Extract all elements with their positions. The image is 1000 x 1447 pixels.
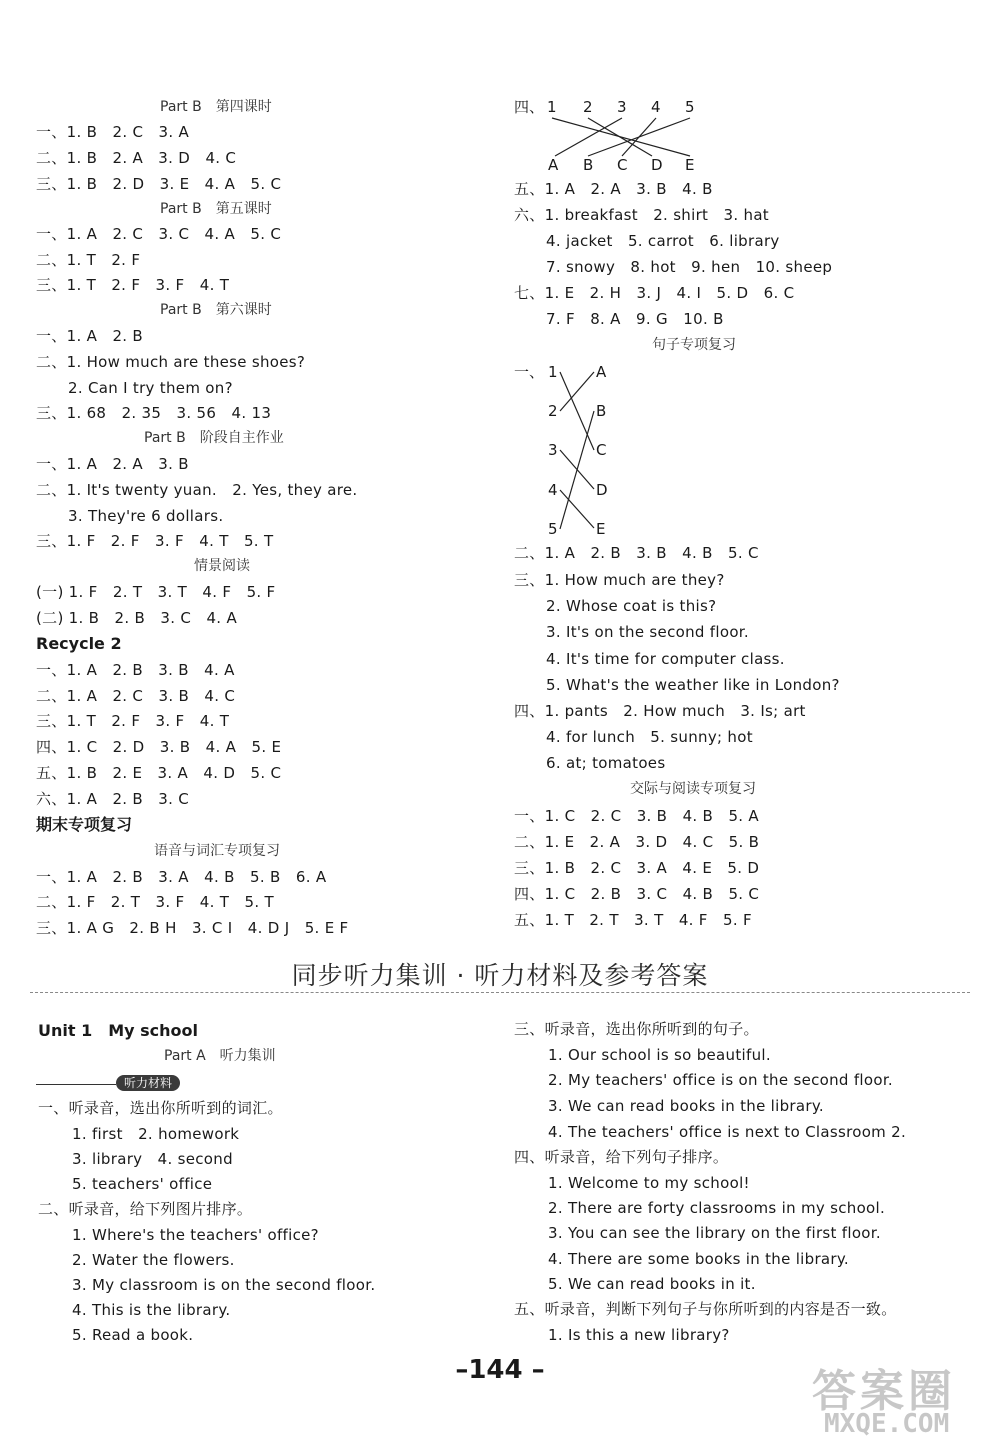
match-number: 5 [548, 520, 558, 538]
page-number: –144 – [455, 1355, 545, 1385]
match-letter: E [685, 156, 695, 174]
answer-line: 4. for lunch 5. sunny; hot [546, 728, 753, 746]
answer-line: 三、1. F 2. F 3. F 4. T 5. T [36, 532, 274, 550]
watermark-text: 答案圈 [812, 1366, 956, 1417]
answer-line: 4. jacket 5. carrot 6. library [546, 232, 780, 250]
match-line [560, 372, 594, 450]
unit-heading: Recycle 2 [36, 634, 122, 653]
answer-line: 1. Where's the teachers' office? [72, 1226, 319, 1244]
answer-line: 三、1. B 2. C 3. A 4. E 5. D [514, 859, 760, 877]
answer-line: 二、1. B 2. A 3. D 4. C [36, 149, 237, 167]
answer-line: 3. My classroom is on the second floor. [72, 1276, 376, 1294]
match-letter: A [548, 156, 559, 174]
match-letter: D [596, 481, 608, 499]
answer-line: 5. teachers' office [72, 1175, 213, 1193]
match-letter: D [651, 156, 663, 174]
watermark-logo [806, 1355, 996, 1445]
answer-line: (一) 1. F 2. T 3. T 4. F 5. F [36, 583, 276, 601]
match-number: 3 [548, 441, 558, 459]
match-line [588, 118, 690, 156]
answer-line: 二、1. F 2. T 3. F 4. T 5. T [36, 893, 274, 911]
answer-line: 三、1. A G 2. B H 3. C I 4. D J 5. E F [36, 919, 349, 937]
answer-line: 3. They're 6 dollars. [68, 507, 224, 525]
section-heading: Part B 第五课时 [160, 201, 272, 217]
tag-rule [36, 1084, 116, 1085]
answer-line: 三、1. 68 2. 35 3. 56 4. 13 [36, 404, 272, 422]
listening-material-tag [36, 1075, 196, 1093]
answer-line: 1. first 2. homework [72, 1125, 240, 1143]
answer-line: 五、1. B 2. E 3. A 4. D 5. C [36, 764, 282, 782]
answer-line: 三、1. T 2. F 3. F 4. T [36, 276, 230, 294]
answer-line: 4. There are some books in the library. [548, 1250, 849, 1268]
answer-line: 3. library 4. second [72, 1150, 233, 1168]
match-letter: E [596, 520, 606, 538]
tag-label: 听力材料 [116, 1075, 180, 1091]
answer-line: 7. F 8. A 9. G 10. B [546, 310, 724, 328]
match-number: 5 [685, 98, 695, 116]
answer-line: (二) 1. B 2. B 3. C 4. A [36, 609, 238, 627]
question-line: 四、听录音，给下列句子排序。 [514, 1148, 729, 1166]
answer-line: 二、1. A 2. C 3. B 4. C [36, 687, 236, 705]
match-number: 2 [583, 98, 593, 116]
answer-line: 六、1. breakfast 2. shirt 3. hat [514, 206, 769, 224]
answer-line: 2. My teachers' office is on the second floor. [548, 1071, 893, 1089]
match-number: 4 [548, 481, 558, 499]
section-heading: 交际与阅读专项复习 [630, 781, 756, 797]
unit-heading: Unit 1 My school [38, 1021, 199, 1040]
answer-line: 5. We can read books in it. [548, 1275, 756, 1293]
match-number: 1 [548, 363, 558, 381]
match-letter: C [617, 156, 628, 174]
section-heading: Part B 第四课时 [160, 99, 272, 115]
answer-line: 一、1. B 2. C 3. A [36, 123, 190, 141]
answer-line: 四、1. C 2. D 3. B 4. A 5. E [36, 738, 282, 756]
question-line: 一、听录音，选出你所听到的词汇。 [38, 1099, 283, 1117]
answer-line: 二、1. A 2. B 3. B 4. B 5. C [514, 544, 759, 562]
answer-line: 2. Water the flowers. [72, 1251, 235, 1269]
section-heading: Part A 听力集训 [164, 1048, 276, 1064]
divider [30, 992, 970, 993]
section-heading: 句子专项复习 [652, 337, 736, 353]
match-line [555, 118, 622, 156]
answer-line: 三、1. How much are they? [514, 571, 725, 589]
answer-line: 一、1. C 2. C 3. B 4. B 5. A [514, 807, 759, 825]
answer-line: 七、1. E 2. H 3. J 4. I 5. D 6. C [514, 284, 795, 302]
answer-line: 四、1. pants 2. How much 3. Is; art [514, 702, 806, 720]
match-line [560, 490, 594, 528]
answer-line: 4. The teachers' office is next to Classroom 2. [548, 1123, 907, 1141]
question-line: 三、听录音，选出你所听到的句子。 [514, 1020, 759, 1038]
answer-line: 1. Welcome to my school! [548, 1174, 750, 1192]
match-line [560, 372, 594, 411]
match-line [560, 411, 594, 529]
answer-line: 二、1. It's twenty yuan. 2. Yes, they are. [36, 481, 358, 499]
answer-line: 三、1. B 2. D 3. E 4. A 5. C [36, 175, 282, 193]
answer-line: 4. This is the library. [72, 1301, 231, 1319]
answer-line: 一、1. A 2. C 3. C 4. A 5. C [36, 225, 282, 243]
answer-line: 六、1. A 2. B 3. C [36, 790, 190, 808]
answer-line: 五、1. A 2. A 3. B 4. B [514, 180, 713, 198]
answer-line: 2. Can I try them on? [68, 379, 233, 397]
question-number: 四、 [514, 98, 545, 116]
match-line [588, 118, 652, 156]
unit-heading: 期末专项复习 [36, 815, 133, 834]
question-line: 五、听录音，判断下列句子与你所听到的内容是否一致。 [514, 1300, 897, 1318]
answer-line: 一、1. A 2. B 3. A 4. B 5. B 6. A [36, 868, 327, 886]
answer-line: 5. Read a book. [72, 1326, 194, 1344]
answer-line: 7. snowy 8. hot 9. hen 10. sheep [546, 258, 833, 276]
match-letter: B [596, 402, 607, 420]
section-heading: 情景阅读 [194, 558, 250, 574]
match-number: 3 [617, 98, 627, 116]
answer-line: 一、1. A 2. B [36, 327, 144, 345]
answer-line: 2. Whose coat is this? [546, 597, 717, 615]
answer-line: 二、1. E 2. A 3. D 4. C 5. B [514, 833, 760, 851]
watermark-url: MXQE.COM [824, 1409, 950, 1439]
answer-line: 一、1. A 2. A 3. B [36, 455, 189, 473]
answer-line: 二、1. T 2. F [36, 251, 141, 269]
answer-line: 四、1. C 2. B 3. C 4. B 5. C [514, 885, 760, 903]
matching-lines [556, 362, 600, 542]
match-number: 2 [548, 402, 558, 420]
match-letter: B [583, 156, 594, 174]
answer-line: 5. What's the weather like in London? [546, 676, 840, 694]
section-banner: 同步听力集训 · 听力材料及参考答案 [291, 961, 709, 990]
answer-line: 三、1. T 2. F 3. F 4. T [36, 712, 230, 730]
answer-line: 1. Our school is so beautiful. [548, 1046, 771, 1064]
answer-line: 一、1. A 2. B 3. B 4. A [36, 661, 235, 679]
question-number: 一、 [514, 363, 545, 381]
question-line: 二、听录音，给下列图片排序。 [38, 1200, 253, 1218]
answer-line: 二、1. How much are these shoes? [36, 353, 306, 371]
answer-line: 1. Is this a new library? [548, 1326, 730, 1344]
answer-line: 4. It's time for computer class. [546, 650, 785, 668]
match-number: 4 [651, 98, 661, 116]
answer-line: 五、1. T 2. T 3. T 4. F 5. F [514, 911, 752, 929]
section-heading: Part B 阶段自主作业 [144, 430, 284, 446]
answer-line: 3. It's on the second floor. [546, 623, 749, 641]
answer-line: 3. You can see the library on the first floor. [548, 1224, 881, 1242]
match-letter: A [596, 363, 607, 381]
answer-line: 6. at; tomatoes [546, 754, 666, 772]
match-letter: C [596, 441, 607, 459]
section-heading: Part B 第六课时 [160, 302, 272, 318]
answer-line: 2. There are forty classrooms in my school. [548, 1199, 886, 1217]
match-number: 1 [547, 98, 557, 116]
section-heading: 语音与词汇专项复习 [154, 843, 280, 859]
answer-line: 3. We can read books in the library. [548, 1097, 824, 1115]
matching-lines [540, 116, 710, 158]
